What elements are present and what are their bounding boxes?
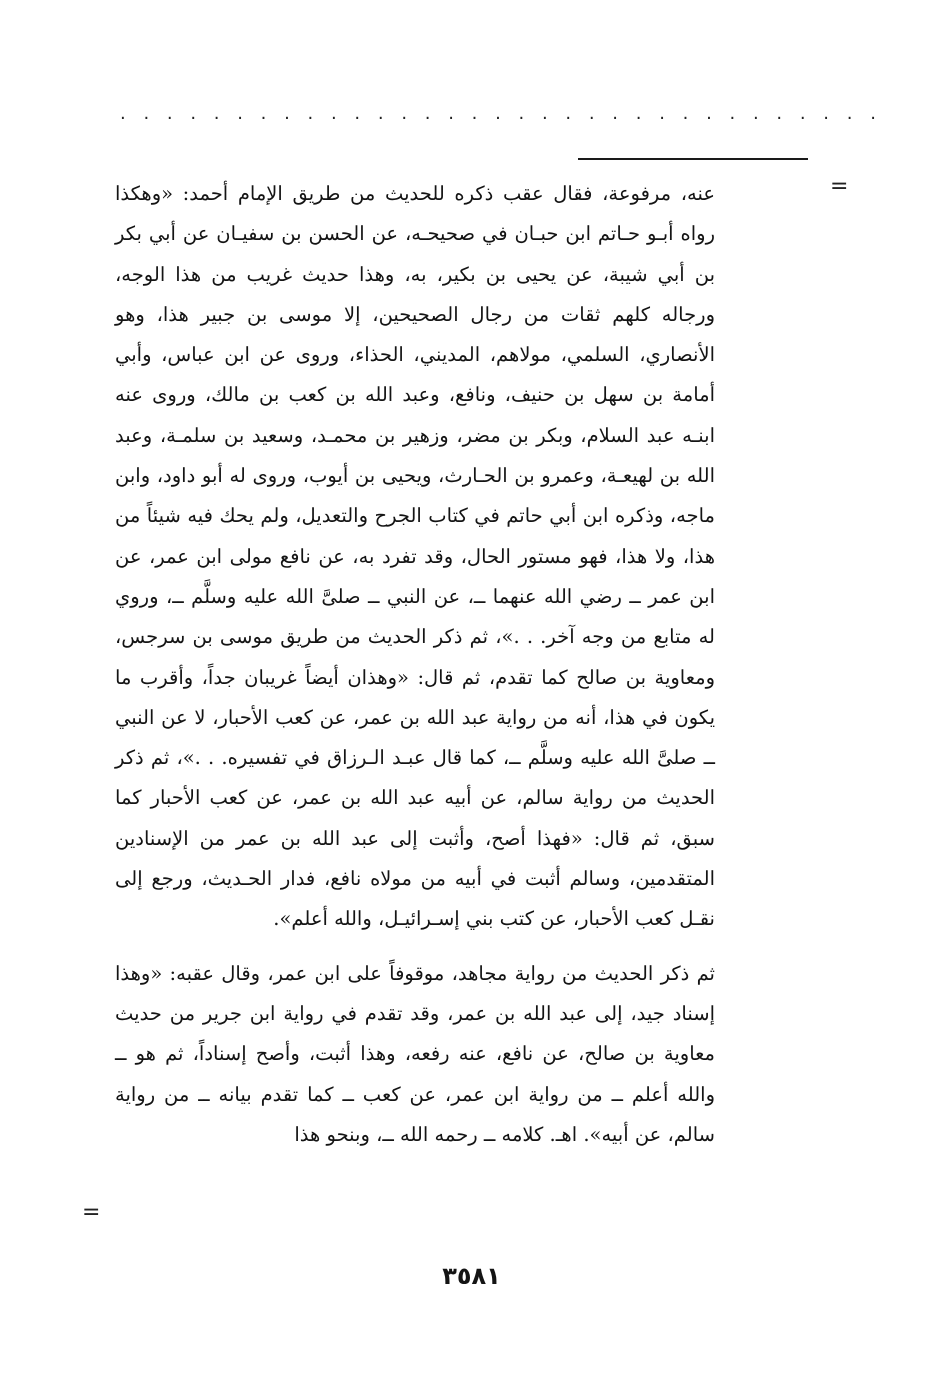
page-body <box>115 174 715 1155</box>
continuation-mark-bottom: = <box>82 1200 101 1225</box>
header-rule <box>578 158 808 160</box>
paragraph-1: عنه، مرفوعة، فقال عقب ذكره للحديث من طريق الإمام أحمد: «وهكذا رواه أبـو حـاتم ابن حبـان في صحيحـه، عن الحسن بن سفيـان عن أبي بكر بن أبي شيبة، عن يحيى بن بكير، به، وهذا حديث غريب من هذا الوجه، ورجاله كلهم ثقات من رجال الصحيحين، إلا موسى بن جبير هذا، وهو الأنصاري، السلمي، مولاهم، المديني، الحذاء، وروى عن ابن عباس، وأبي أمامة بن سهل بن حنيف، ونافع، وعبد الله بن كعب بن مالك، وروى عنه ابنـه عبد السلام، وبكر بن مضر، وزهير بن محمـد، وسعيد بن سلمـة، وعبد الله بن لهيعـة، وعمرو بن الحـارث، ويحيى بن أيوب، وروى له أبو داود، وابن ماجه، وذكره ابن أبي حاتم في كتاب الجرح والتعديل، ولم يحك فيه شيئاً من هذا، ولا هذا، فهو مستور الحال، وقد تفرد به، عن نافع مولى ابن عمر، عن ابن عمر ــ رضي الله عنهما ــ، عن النبي ــ صلىَّ الله عليه وسلَّم ــ، وروي له متابع من وجه آخر. . .»، ثم ذكر الحديث من طريق موسى بن سرجس، ومعاوية بن صالح كما تقدم، ثم قال: «وهذان أيضاً غريبان جداً، وأقرب ما يكون في هذا، أنه من رواية عبد الله بن عمر، عن كعب الأحبار، لا عن النبي ــ صلىَّ الله عليه وسلَّم ــ، كما قال عبـد الـرزاق في تفسيره. . .»، ثم ذكر الحديث من رواية سالم، عن أبيه عبد الله بن عمر، عن كعب الأحبار كما سبق، ثم قال: «فهذا أصح، وأثبت إلى عبد الله بن عمر من الإسنادين المتقدمين، وسالم أثبت في أبيه من مولاه نافع، فدار الحـديث، ورجع إلى نقـل كعب الأحبار، عن كتب بني إسـرائيـل، والله أعلم». <box>115 182 715 931</box>
continuation-mark-top: = <box>830 174 849 199</box>
paragraph-2: ثم ذكر الحديث من رواية مجاهد، موقوفاً على ابن عمر، وقال عقبه: «وهذا إسناد جيد، إلى عبد الله بن عمر، وقد تقدم في رواية ابن جرير من حديث معاوية بن صالح، عن نافع، عنه رفعه، وهذا أثبت، وأصح إسناداً، ثم هو ــ والله أعلم ــ من رواية ابن عمر، عن كعب ــ كما تقدم بيانه ــ من رواية سالم، عن أبيه». اهـ. كلامه ــ رحمه الله ــ، وبنحو هذا <box>115 961 715 1146</box>
header-dotted-line: · · · · · · · · · · · · · · · · · · · · · · · · · · · · · · · · · <box>120 108 882 129</box>
page-number: ٣٥٨١ <box>442 1262 501 1290</box>
